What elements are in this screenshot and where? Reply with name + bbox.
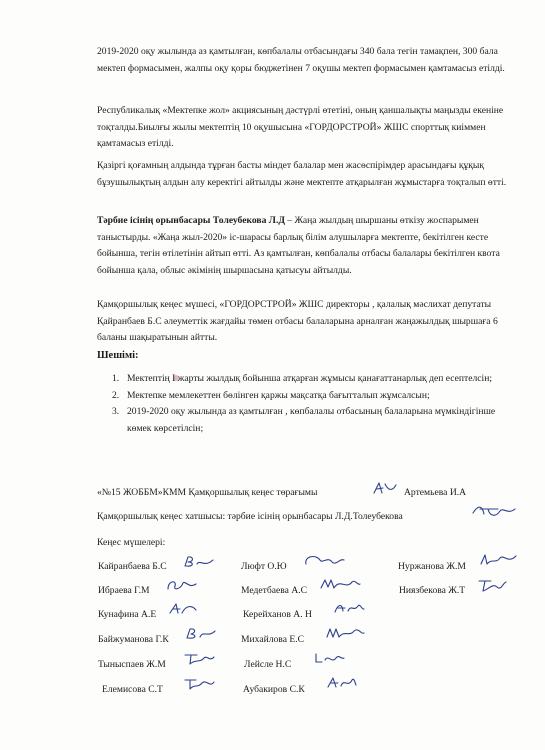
member-signature: [332, 600, 366, 616]
member-signature: [182, 651, 216, 667]
member-name: Байжуманова Г.К: [98, 634, 169, 645]
decision-number: 3.: [112, 406, 120, 418]
member-name: Нуржанова Ж.М: [398, 561, 466, 572]
decision-text: Мектептің І жарты жылдық бойынша атқарған жұмысы қанағаттанарлық деп есептелсін;: [127, 373, 493, 384]
member-signature: [312, 650, 346, 666]
member-signature: [184, 626, 218, 642]
decision-number: 2.: [112, 389, 120, 401]
decision-item: [112, 404, 512, 437]
decision-item: [112, 388, 512, 405]
paragraph-campaign: Республикалық «Мектепке жол» акциясының дәстүрлі өтетіні, оның қаншалықты маңызды екеніне тоқталды.Биылғы жылы мектептің 10 оқушысына «ГОРДОРСТРОЙ» ЖШС спорттық киіммен қамтамасыз етілді.: [97, 105, 504, 150]
member-signature: [324, 675, 358, 691]
member-signature: [165, 577, 199, 593]
member-name: Аубакиров С.К: [243, 684, 305, 695]
member-name: Кунафина А.Е: [98, 609, 157, 620]
member-signature: [318, 576, 362, 592]
member-name: Елемисова С.Т: [102, 684, 163, 695]
members-label: Кеңес мүшелері:: [97, 537, 166, 548]
paragraph-deputy: Қамқоршылық кеңес мүшесі, «ГОРДОРСТРОЙ» ЖШС директоры , қалалық мәслихат депутаты Қайранбаев Б.С әлеуметтік жағдайы төмен отбасы балаларына арналған жаңажылдық шыршаға 6 баланы шақыратынын айтты.: [97, 299, 498, 344]
member-signature: [475, 577, 509, 593]
member-name: Лейсле Н.С: [244, 659, 292, 670]
speaker-name: Тәрбие ісінің орынбасары Толеубекова Л.Д: [97, 215, 285, 226]
member-name: Тыныспаев Ж.М: [98, 659, 166, 670]
member-name: Люфт О.Ю: [241, 561, 287, 572]
member-signature: [166, 601, 200, 617]
chair-line: «№15 ЖОББМ»КММ Қамқоршылық кеңес төрағымы: [97, 487, 318, 498]
secretary-signature: [470, 503, 518, 519]
member-signature: [324, 625, 366, 641]
member-signature: [182, 676, 216, 692]
decision-number: 1.: [112, 373, 120, 384]
paragraph-prevention: Қазіргі қоғамның алдында тұрған басты міндет балалар мен жасөспірімдер арасындағы құқық бұзушылықтың алдын алу керектігі айтылды және мектепте атқарылған жұмыстарға тоқталып өтті.: [97, 160, 507, 188]
chair-name: Артемьева И.А: [404, 487, 467, 498]
decision-item: [112, 371, 512, 388]
decision-heading: Шешімі:: [97, 350, 139, 361]
member-name: Кайранбаева Б.С: [98, 561, 167, 572]
member-signature: [478, 552, 520, 568]
member-signature: [182, 554, 216, 570]
decision-list: [112, 371, 512, 437]
chair-signature: [370, 480, 404, 496]
paragraph-new-year-text: – Жаңа жылдың шыршаны өткізу жоспарымен таныстырды. «Жаңа жыл-2020» іс-шарасы барлық білім алушыларға мектепте, бекітілген кесте бойынша, тегін өтілетінін айтып өтті. Аз қамтылған, көпбалалы отбасы балалары бекітілген квота бойынша қала, облыс әкімінің шыршасына қатысуы айтылды.: [97, 215, 500, 276]
decision-text: 2019-2020 оқу жылында аз қамтылған , көпбалалы отбасының балаларына мүмкіндігінше көмек көрсетілсін;: [127, 406, 496, 434]
member-name: Керейханов А. Н: [243, 609, 312, 620]
paragraph-meals: 2019-2020 оқу жылында аз қамтылған, көпбалалы отбасындағы 340 бала тегін тамақпен, 300 бала мектеп формасымен, жалпы оқу қоры бюджетінен 7 оқушы мектеп формасымен қамтамасыз етілді.: [97, 46, 505, 74]
decision-text: Мектепке мемлекеттен бөлінген қаржы мақсатқа бағытталып жұмсалсын;: [127, 389, 430, 401]
member-name: Ниязбекова Ж.Т: [399, 585, 466, 596]
paragraph-new-year: [97, 213, 507, 279]
member-signature: [302, 552, 346, 568]
member-name: Медетбаева А.С: [241, 585, 308, 596]
secretary-line: Қамқоршылық кеңес хатшысы: тәрбие ісінің орынбасары Л.Д.Толеубекова: [97, 511, 403, 522]
member-name: Михайлова Е.С: [241, 634, 305, 645]
member-name: Ибраева Г.М: [98, 585, 150, 596]
